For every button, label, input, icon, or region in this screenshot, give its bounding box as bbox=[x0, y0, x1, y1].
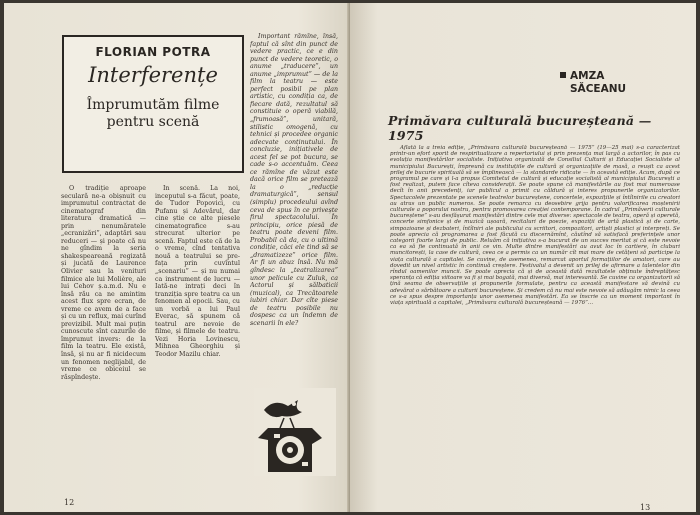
left-page bbox=[4, 3, 350, 512]
byline bbox=[560, 70, 626, 96]
column-2-text: În scenă. La noi, inceputul s-a făcut, poate, de Tudor Popovici, cu Pufanu și Adevărul, dar cine știe ce alte piesele cinematografice s-au strecurat ulterior pe scenă. Faptul este că de la o vreme, cînd tentativa nouă a teatrului se prefața prin cuvîntul „scenariu” — și nu numai ca instrument de lucru — Iată-ne intrați deci în tranziția spre teatru ca un fenomen al epocii. Sau, cu un vorbă a lui Paul Everac, să spunem că teatrul are nevoie de filme, și filmele de teatru. Vezi Horia Lovinescu, Mihnea Gheorghiu și Teodor Mazilu chiar. bbox=[155, 185, 240, 359]
article-body bbox=[390, 145, 680, 499]
magazine-spread bbox=[4, 3, 696, 512]
article-title-box bbox=[62, 35, 244, 173]
page-number-right: 13 bbox=[640, 503, 651, 512]
byline-surname: SĂCEANU bbox=[570, 83, 627, 95]
text-column-1 bbox=[61, 185, 146, 495]
headline-line-2: pentru scenă bbox=[106, 114, 200, 130]
column-1-text: O tradiție aproape seculară ne-a obișnuit cu imprumutul contractat de cinematograf din literatura dramatică — prin nenumăratele „ecranizări”, adaptări sau reduceri — și poate că nu ne gîndim la seria shakespeareană regizată și jucată de Laurence Olivier sau la venituri filmice ale lui Molière, ale lui Cehov ș.a.m.d. Nu e însă rău ca ne amintim acest flux spre ecran, de vreme ce avem de a face și cu un reflux, mai curînd previzibil. Mult mai puțin cunoscute sînt cazurile de împrumut invers: de la film la teatru. Ele există, însă, și nu ar fi nicidecum un fenomen neglijabil, de vreme ce obiceiul se răspîndește. bbox=[61, 185, 146, 381]
text-column-2 bbox=[155, 185, 240, 495]
author-name: FLORIAN POTRA bbox=[95, 45, 211, 59]
byline-first-name: AMZA bbox=[570, 70, 605, 82]
bird-ornament-icon bbox=[254, 388, 336, 476]
right-page bbox=[350, 3, 696, 512]
page-number-left: 12 bbox=[64, 498, 75, 507]
headline-line-1: Împrumutăm filme bbox=[86, 97, 220, 113]
article-headline bbox=[64, 97, 242, 131]
article-body-text: Aflată la a treia ediție, „Primăvara culturală bucureșteană — 1975” (19—25 mai) s-a caracterizat printr-un efort sporit de respiritualizare a repertoriului și prin prezența mai largă a actorilor, în pas cu evoluția manifestărilor socialiste. Inițiativa organizată de Consiliul Culturii și Educației Socialiste al municipiului București, împreună cu instituțiile de cultură și organizațiile de masă, a reușit ca acest prilej de bucurie spirituală să se împlinească — la standarde ridicate — în această ediție. Acum, după ce programul pe care și l-a propus Comitetul de cultură și educație socialistă al municipiului București a fost realizat, putem face cîteva considerații. Se poate spune că manifestările au fost mai numeroase decît în anii precedenți, iar publicul a primit cu căldură și interes propunerile organizatorilor. Spectacolele prezentate pe scenele teatrelor bucureștene, concertele, expozițiile și întîlnirile cu creatori au atras un public numeros. Se poate remarca cu deosebire grija pentru valorificarea moștenirii culturale a poporului nostru, pentru promovarea creației contemporane. În cadrul „Primăverii culturale bucureștene” s-au desfășurat manifestări dintre cele mai diverse: spectacole de teatru, operă și operetă, concerte simfonice și de muzică ușoară, recitaluri de poezie, expoziții de artă plastică și de carte, simpozioane și dezbateri, întîlniri ale publicului cu scriitori, compozitori, artiști plastici și interpreți. Se poate aprecia că programarea a fost făcută cu discernămînt, căutînd să satisfacă preferințele unor categorii foarte largi de public. Reluăm că inițiativa s-a bucurat de un succes meritat și că este nevoie ca ea să fie continuată în anii ce vin. Multe dintre manifestări au avut loc în cartiere, în cluburi muncitorești, la case de cultură, ceea ce a permis ca un număr cît mai mare de cetățeni să participe la viața culturală a capitalei. Se cuvine, de asemenea, remarcat aportul formațiilor de amatori, care au dovedit un nivel artistic în continuă creștere. Festivalul a devenit un prilej de afirmare a talentelor din rîndul oamenilor muncii. Se poate aprecia că și de această dată rezultatele obținute îndreptățesc speranța că ediția viitoare va fi și mai bogată, mai diversă, mai interesantă. Se cuvine ca organizatorii să țină seama de observațiile și propunerile formulate, pentru ca această manifestare să devină cu adevărat o sărbătoare a culturii bucureștene. Și credem că nu mai este nevoie să adăugăm nimic la ceea ce s-a spus despre importanța unor asemenea manifestări. Ea se înscrie ca un moment important în viața spirituală a capitalei, „Primăvara culturală bucureșteană — 1976”... bbox=[390, 145, 680, 307]
article-headline: Primăvara culturală bucureșteană — 1975 bbox=[388, 113, 652, 143]
square-bullet-icon bbox=[560, 72, 566, 78]
column-3-top-text: Important rămîne, însă, faptul că sînt din punct de vedere practic, ce e din punct de vedere teoretic, o anume „traducere”, un anume „imprumut” — de la film la teatru — este perfect posibil pe plan artistic, cu condiția ca, de fiecare dată, rezultatul să constituie o operă viabilă, „frumoasă”, unitară, stilistic omogenă, cu tehnici și procedee organic adecvate conținutului. În concluzie, inițiativele de acest fel se pot bucura, se cade s-o accentuăm. Ceea ce rămîne de văzut este dacă orice film se pretează la o „reducție dramaturgică”, sensul (simplu) procedeului avînd ceva de spus în ce privește firul spectacolului. În principiu, orice piesă de teatru poate deveni film. Probabil că da, cu o ultimă condiție, căci ele tind să se „dramatizeze” orice film. Ar fi un abuz însă. Nu mă gîndesc la „teatralizarea” unor pelicule cu Zuluk, ca Actorul și sălbaticii (muzical), ca Trecătoarele iubiri chiar. Dar cîte piese de teatru posibile nu dospesc ca un îndemn de scenarii în ele? bbox=[250, 33, 338, 327]
text-column-3-top bbox=[250, 33, 338, 378]
rubric-title: Interferențe bbox=[88, 63, 218, 87]
